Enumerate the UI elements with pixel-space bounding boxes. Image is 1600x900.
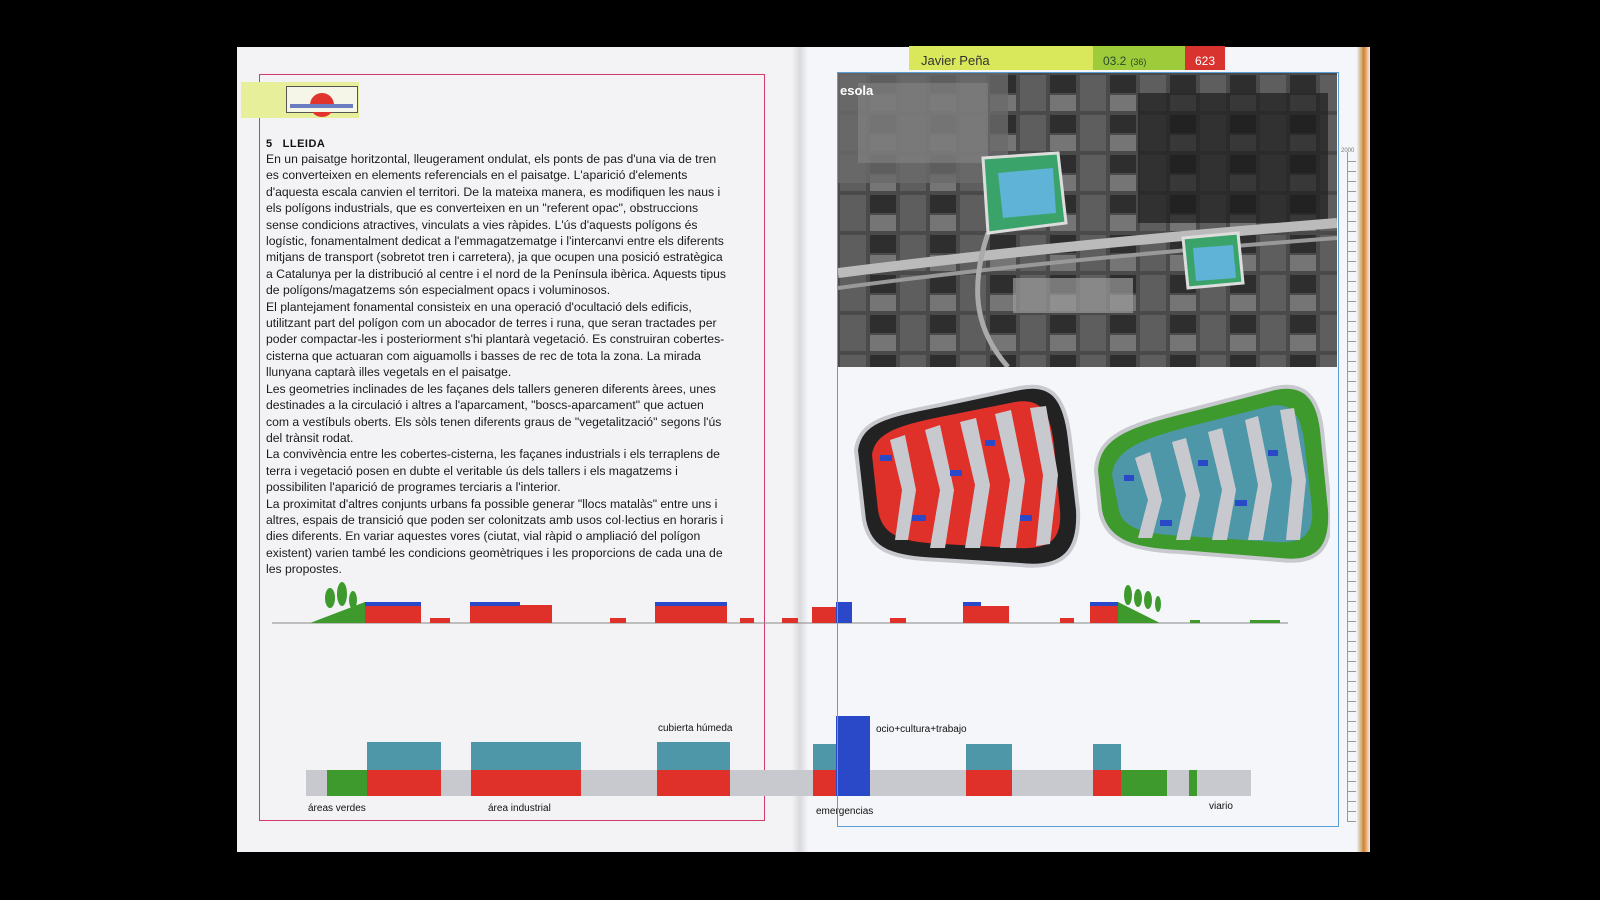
- paragraph: En un paisatge horitzontal, lleugerament ondulat, els ponts de pas d'una via de tren es converteixen en elements referencials en el paisatge. L'aparició d'elements d'aquesta escala canvien el territori. De la mateixa manera, es modifiquen les naus i els polígons industrials, que es converteixen en un "referent opac", obstruccions sense condicions atractives, vinculats a vies ràpides. L'ús d'aquests polígons és logístic, fonamentalment dedicat a l'emmagatzematge i l'intercanvi entre els diferents mitjans de transport (sobretot tren i carretera), ja que ocupen una posició estratègica a Catalunya per la distribució al centre i el nord de la Península ibèrica. Aquests tipus de polígons/magatzems són especialment opacs i voluminosos.: [266, 152, 727, 298]
- label-emergencies: emergencias: [816, 806, 874, 817]
- ruler-label: 2000: [1341, 148, 1355, 154]
- wet-roof-block: [471, 742, 581, 770]
- label-wet-roof: cubierta húmeda: [658, 723, 733, 734]
- article-title: LLEIDA: [282, 138, 326, 150]
- author-name: Javier Peña: [909, 46, 1093, 70]
- section-label: [1093, 46, 1185, 70]
- section-sub: (36): [1130, 57, 1147, 67]
- wet-roof-block: [367, 742, 441, 770]
- green-area-block: [327, 770, 367, 796]
- paragraph: La proximitat d'altres conjunts urbans fa possible generar "llocs matalàs" entre uns i altres, espais de transició que poden ser colonitzats amb usos col·lectius en horaris i dies diferents. En variar aquestes vores (ciutat, vial ràpid o ampliació del polígon existent) varien també les condicions geomètriques i les proporcions de cada una de les propostes.: [266, 496, 724, 577]
- page-number: 623: [1185, 46, 1225, 70]
- article-number: 5: [266, 138, 273, 150]
- photo-place-label: esola: [840, 83, 874, 98]
- section-number: 03.2: [1103, 54, 1127, 68]
- right-page-frame: [837, 72, 1339, 827]
- paragraph: El plantejament fonamental consisteix en una operació d'ocultació dels edificis, utilitzant part del polígon com un abocador de terres i runa, que seran tractades per poder compactar-les i posteriorment s'hi plantarà vegetació. Es construiran cobertes-cisterna que actuaran com aiguamolls i basses de rec de tota la zona. La mirada llunyana captarà illes vegetals en el paisatge.: [266, 299, 725, 380]
- label-leisure: ocio+cultura+trabajo: [876, 724, 967, 735]
- paragraph: Les geometries inclinades de les façanes dels tallers generen diferents àrees, unes destinades a la circulació i altres a l'aparcament, "boscs-aparcament" que actuen com a vestíbuls oberts. Els sòls tenen diferents graus de "vegetalització" segons l'ús del trànsit rodat.: [266, 381, 722, 445]
- sunset-logo-icon: [286, 86, 358, 113]
- industrial-block: [657, 770, 730, 796]
- wet-roof-block: [657, 742, 730, 770]
- label-green-areas: áreas verdes: [308, 803, 366, 814]
- page-edge: [1357, 47, 1370, 852]
- industrial-block: [367, 770, 441, 796]
- article-heading: [266, 138, 335, 150]
- label-industrial-area: área industrial: [488, 803, 551, 814]
- scale-ruler: [1347, 152, 1356, 822]
- article-body: [266, 151, 726, 578]
- industrial-block: [471, 770, 581, 796]
- horizon-line: [290, 104, 353, 108]
- trees-left: [325, 582, 357, 609]
- paragraph: La convivència entre les cobertes-cisterna, les façanes industrials i els terraplens de terra i vegetació posen en dubte el veritable ús dels tallers i els magatzems i possibiliten l'aparició de programes terciaris a l'interior.: [266, 447, 720, 495]
- label-roads: viario: [1209, 801, 1233, 812]
- page-header-band: [909, 46, 1225, 70]
